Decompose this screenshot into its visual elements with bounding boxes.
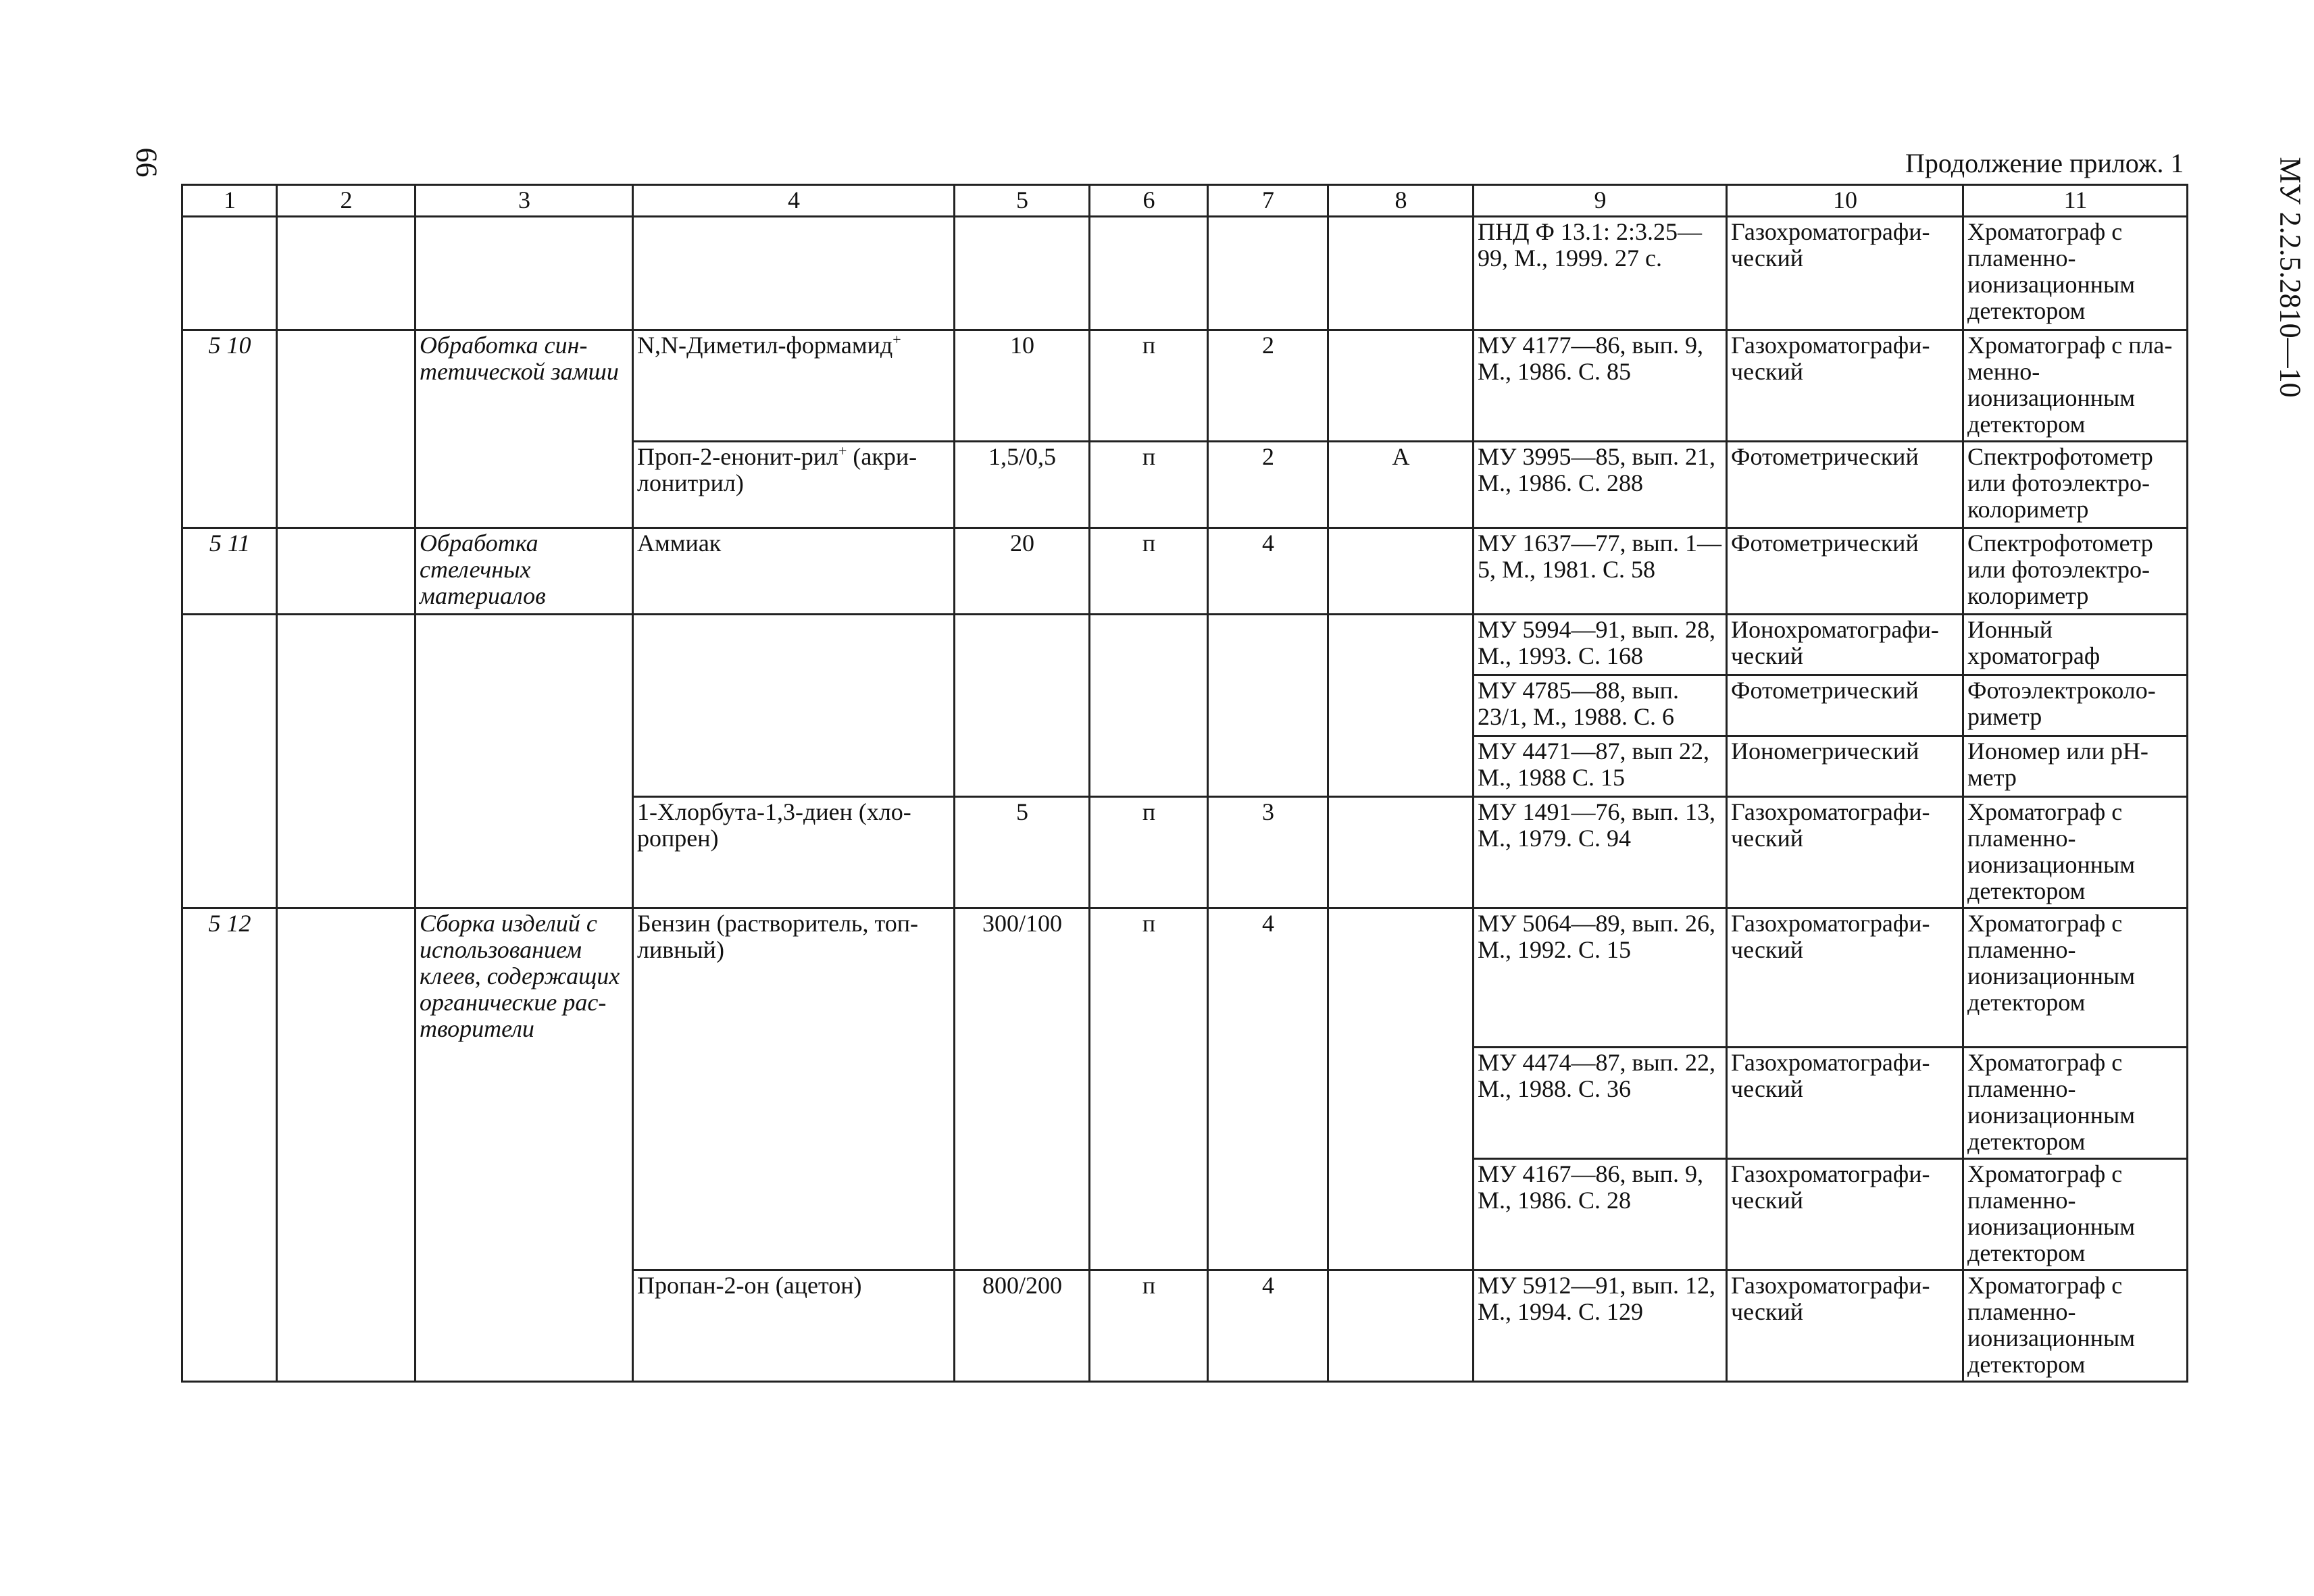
cell-instrument: Хроматограф с пламенно-ионизационным детектором — [1963, 908, 2188, 1048]
cell-code: 5 10 — [182, 330, 277, 528]
cell-instrument: Ионный хроматограф — [1963, 615, 2188, 675]
header-cell: 8 — [1328, 185, 1474, 217]
cell-empty — [1328, 797, 1474, 908]
header-cell: 6 — [1090, 185, 1208, 217]
header-cell: 1 — [182, 185, 277, 217]
methods-table — [181, 184, 2188, 1383]
cell-mpc: 5 — [955, 797, 1090, 908]
cell-method-doc: МУ 4471—87, вып 22, М., 1988 С. 15 — [1474, 736, 1727, 797]
table-row — [182, 528, 2188, 615]
table-row — [182, 217, 2188, 330]
cell-method-type: Газохроматографи-ческий — [1727, 1048, 1963, 1159]
cell-mpc: 300/100 — [955, 908, 1090, 1270]
cell-empty — [1328, 1270, 1474, 1382]
cell-method-doc: МУ 4785—88, вып. 23/1, М., 1988. С. 6 — [1474, 675, 1727, 736]
table-row — [182, 908, 2188, 1048]
cell-substance: Аммиак — [633, 528, 955, 615]
cell-method-type: Газохроматографи-ческий — [1727, 1270, 1963, 1382]
cell-method-type: Газохроматографи-ческий — [1727, 797, 1963, 908]
cell-mpc: 20 — [955, 528, 1090, 615]
header-cell: 5 — [955, 185, 1090, 217]
cell-hazard-class: 4 — [1208, 908, 1328, 1270]
cell-method-doc: МУ 1637—77, вып. 1—5, М., 1981. С. 58 — [1474, 528, 1727, 615]
header-cell: 2 — [277, 185, 416, 217]
cell-empty — [955, 615, 1090, 797]
cell-empty — [416, 615, 633, 908]
continuation-caption: Продолжение прилож. 1 — [1905, 148, 2184, 178]
cell-method-doc: ПНД Ф 13.1: 2:3.25—99, М., 1999. 27 с. — [1474, 217, 1727, 330]
cell-method-type: Фотометрический — [1727, 675, 1963, 736]
cell-mpc: 800/200 — [955, 1270, 1090, 1382]
cell-empty — [182, 217, 277, 330]
cell-method-type: Газохроматографи-ческий — [1727, 1159, 1963, 1270]
cell-empty — [416, 217, 633, 330]
substance-name: Проп-2-енонит-рил — [637, 443, 838, 470]
cell-method-doc: МУ 5994—91, вып. 28, М., 1993. С. 168 — [1474, 615, 1727, 675]
cell-state: п — [1090, 528, 1208, 615]
cell-instrument: Спектрофотометр или фотоэлектро-колориметр — [1963, 442, 2188, 528]
cell-process: Обработка стелечных материалов — [416, 528, 633, 615]
plus-mark: + — [892, 331, 901, 348]
cell-empty — [633, 217, 955, 330]
cell-empty — [1090, 615, 1208, 797]
cell-instrument: Хроматограф с пла-менно-ионизационным детектором — [1963, 330, 2188, 442]
cell-method-doc: МУ 5912—91, вып. 12, М., 1994. С. 129 — [1474, 1270, 1727, 1382]
cell-method-doc: МУ 5064—89, вып. 26, М., 1992. С. 15 — [1474, 908, 1727, 1048]
cell-empty — [1208, 217, 1328, 330]
cell-method-doc: МУ 4167—86, вып. 9, М., 1986. С. 28 — [1474, 1159, 1727, 1270]
cell-hazard-class: 2 — [1208, 330, 1328, 442]
cell-empty — [1328, 528, 1474, 615]
cell-instrument: Хроматограф с пламенно-ионизационным детектором — [1963, 1159, 2188, 1270]
cell-substance — [633, 330, 955, 442]
cell-empty — [1328, 908, 1474, 1270]
header-cell: 7 — [1208, 185, 1328, 217]
table-row — [182, 615, 2188, 675]
cell-substance: Бензин (растворитель, топ-ливный) — [633, 908, 955, 1270]
cell-hazard-class: 2 — [1208, 442, 1328, 528]
cell-hazard-class: 4 — [1208, 528, 1328, 615]
cell-substance: Пропан-2-он (ацетон) — [633, 1270, 955, 1382]
cell-empty — [1208, 615, 1328, 797]
cell-empty — [1090, 217, 1208, 330]
cell-process: Обработка син-тетической замши — [416, 330, 633, 528]
substance-name-suffix: (акри-лонитрил) — [637, 443, 917, 496]
header-row — [182, 185, 2188, 217]
cell-method-doc: МУ 3995—85, вып. 21, М., 1986. С. 288 — [1474, 442, 1727, 528]
cell-instrument: Иономер или рН-метр — [1963, 736, 2188, 797]
plus-mark: + — [838, 442, 847, 459]
cell-state: п — [1090, 330, 1208, 442]
cell-method-doc: МУ 4177—86, вып. 9, М., 1986. С. 85 — [1474, 330, 1727, 442]
cell-substance: 1-Хлорбута-1,3-диен (хло-ропрен) — [633, 797, 955, 908]
cell-method-type: Ионохроматографи-ческий — [1727, 615, 1963, 675]
cell-process: Сборка изделий с использованием клеев, содержащих органические рас-творители — [416, 908, 633, 1382]
cell-code: 5 11 — [182, 528, 277, 615]
cell-empty — [955, 217, 1090, 330]
cell-empty — [277, 330, 416, 528]
cell-instrument: Хроматограф с пламенно-ионизационным детектором — [1963, 797, 2188, 908]
cell-method-type: Фотометрический — [1727, 528, 1963, 615]
cell-state: п — [1090, 797, 1208, 908]
cell-mpc: 10 — [955, 330, 1090, 442]
cell-empty — [277, 908, 416, 1382]
cell-hazard-class: 3 — [1208, 797, 1328, 908]
header-cell: 3 — [416, 185, 633, 217]
cell-instrument: Хроматограф с пламенно-ионизационным детектором — [1963, 1270, 2188, 1382]
table-row — [182, 330, 2188, 442]
header-cell: 11 — [1963, 185, 2188, 217]
cell-method-type: Газохроматографи-ческий — [1727, 330, 1963, 442]
cell-empty — [633, 615, 955, 797]
cell-empty — [1328, 217, 1474, 330]
cell-instrument: Хроматограф с пламенно-ионизационным детектором — [1963, 1048, 2188, 1159]
cell-substance — [633, 442, 955, 528]
cell-hazard-class: 4 — [1208, 1270, 1328, 1382]
header-cell: 9 — [1474, 185, 1727, 217]
cell-code: 5 12 — [182, 908, 277, 1382]
cell-empty — [277, 217, 416, 330]
cell-empty — [1328, 615, 1474, 797]
cell-method-doc: МУ 1491—76, вып. 13, М., 1979. С. 94 — [1474, 797, 1727, 908]
cell-empty — [277, 528, 416, 615]
cell-empty — [1328, 330, 1474, 442]
header-cell: 10 — [1727, 185, 1963, 217]
cell-instrument: Фотоэлектроколо-риметр — [1963, 675, 2188, 736]
document-code: МУ 2.2.5.2810—10 — [2273, 157, 2307, 398]
cell-empty — [182, 615, 277, 908]
cell-feature: А — [1328, 442, 1474, 528]
cell-method-type: Иономегрический — [1727, 736, 1963, 797]
cell-instrument: Хроматограф с пламенно-ионизационным детектором — [1963, 217, 2188, 330]
page-number: 66 — [130, 147, 164, 178]
cell-method-type: Газохроматографи-ческий — [1727, 908, 1963, 1048]
cell-instrument: Спектрофотометр или фотоэлектро-колориметр — [1963, 528, 2188, 615]
cell-mpc: 1,5/0,5 — [955, 442, 1090, 528]
cell-empty — [277, 615, 416, 908]
cell-state: п — [1090, 908, 1208, 1270]
substance-name: N,N-Диметил-формамид — [637, 332, 893, 359]
cell-method-type: Фотометрический — [1727, 442, 1963, 528]
header-cell: 4 — [633, 185, 955, 217]
cell-method-doc: МУ 4474—87, вып. 22, М., 1988. С. 36 — [1474, 1048, 1727, 1159]
cell-state: п — [1090, 1270, 1208, 1382]
cell-method-type: Газохроматографи-ческий — [1727, 217, 1963, 330]
cell-state: п — [1090, 442, 1208, 528]
